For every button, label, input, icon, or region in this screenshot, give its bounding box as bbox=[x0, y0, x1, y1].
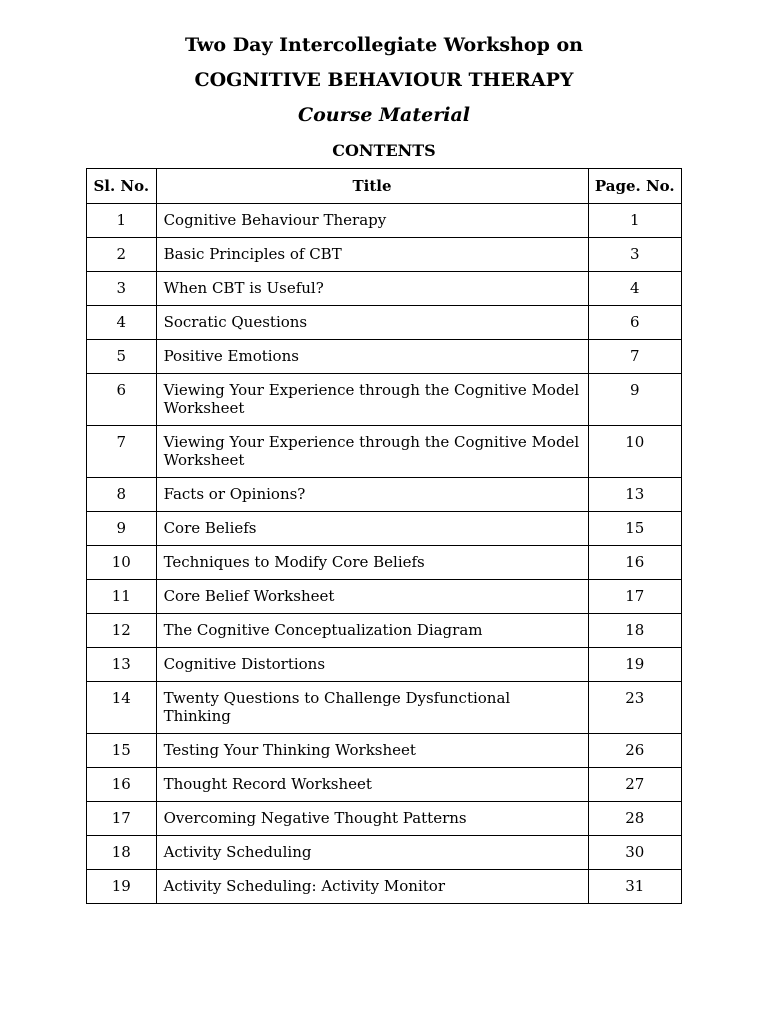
row-title: Core Beliefs bbox=[156, 512, 588, 546]
table-row bbox=[87, 238, 682, 272]
row-page-no: 3 bbox=[588, 238, 682, 272]
table-row bbox=[87, 204, 682, 238]
table-row bbox=[87, 340, 682, 374]
row-sl-no: 1 bbox=[87, 204, 157, 238]
table-row bbox=[87, 546, 682, 580]
row-title: Activity Scheduling: Activity Monitor bbox=[156, 870, 588, 904]
row-sl-no: 5 bbox=[87, 340, 157, 374]
row-title: Cognitive Behaviour Therapy bbox=[156, 204, 588, 238]
workshop-heading: Two Day Intercollegiate Workshop on bbox=[185, 34, 583, 56]
workshop-subject: COGNITIVE BEHAVIOUR THERAPY bbox=[194, 69, 574, 91]
row-title: Facts or Opinions? bbox=[156, 478, 588, 512]
table-row bbox=[87, 614, 682, 648]
row-sl-no: 19 bbox=[87, 870, 157, 904]
row-page-no: 4 bbox=[588, 272, 682, 306]
row-page-no: 15 bbox=[588, 512, 682, 546]
row-page-no: 27 bbox=[588, 768, 682, 802]
row-page-no: 7 bbox=[588, 340, 682, 374]
row-sl-no: 13 bbox=[87, 648, 157, 682]
row-title: Twenty Questions to Challenge Dysfunctional Thinking bbox=[156, 682, 588, 734]
row-page-no: 23 bbox=[588, 682, 682, 734]
row-title: Techniques to Modify Core Beliefs bbox=[156, 546, 588, 580]
row-title: Testing Your Thinking Worksheet bbox=[156, 734, 588, 768]
row-title: The Cognitive Conceptualization Diagram bbox=[156, 614, 588, 648]
row-title: Activity Scheduling bbox=[156, 836, 588, 870]
row-sl-no: 2 bbox=[87, 238, 157, 272]
table-row bbox=[87, 648, 682, 682]
row-sl-no: 12 bbox=[87, 614, 157, 648]
row-sl-no: 11 bbox=[87, 580, 157, 614]
table-row bbox=[87, 768, 682, 802]
course-material-label: Course Material bbox=[298, 104, 470, 126]
row-title: Cognitive Distortions bbox=[156, 648, 588, 682]
table-row bbox=[87, 306, 682, 340]
row-sl-no: 18 bbox=[87, 836, 157, 870]
row-page-no: 6 bbox=[588, 306, 682, 340]
table-row bbox=[87, 478, 682, 512]
row-title: Overcoming Negative Thought Patterns bbox=[156, 802, 588, 836]
row-sl-no: 8 bbox=[87, 478, 157, 512]
row-sl-no: 14 bbox=[87, 682, 157, 734]
table-row bbox=[87, 734, 682, 768]
row-page-no: 1 bbox=[588, 204, 682, 238]
row-sl-no: 7 bbox=[87, 426, 157, 478]
row-page-no: 30 bbox=[588, 836, 682, 870]
row-title: Socratic Questions bbox=[156, 306, 588, 340]
row-sl-no: 10 bbox=[87, 546, 157, 580]
row-title: When CBT is Useful? bbox=[156, 272, 588, 306]
row-sl-no: 16 bbox=[87, 768, 157, 802]
table-row bbox=[87, 870, 682, 904]
table-row bbox=[87, 272, 682, 306]
row-page-no: 19 bbox=[588, 648, 682, 682]
row-title: Core Belief Worksheet bbox=[156, 580, 588, 614]
row-title: Thought Record Worksheet bbox=[156, 768, 588, 802]
row-title: Viewing Your Experience through the Cognitive Model Worksheet bbox=[156, 426, 588, 478]
row-sl-no: 9 bbox=[87, 512, 157, 546]
row-title: Viewing Your Experience through the Cognitive Model Worksheet bbox=[156, 374, 588, 426]
table-row bbox=[87, 512, 682, 546]
row-page-no: 28 bbox=[588, 802, 682, 836]
row-sl-no: 6 bbox=[87, 374, 157, 426]
table-row bbox=[87, 580, 682, 614]
contents-table bbox=[86, 168, 682, 904]
table-header-row bbox=[87, 169, 682, 204]
table-row bbox=[87, 426, 682, 478]
column-header-sl-no: Sl. No. bbox=[87, 169, 157, 204]
row-sl-no: 3 bbox=[87, 272, 157, 306]
column-header-title: Title bbox=[156, 169, 588, 204]
row-sl-no: 15 bbox=[87, 734, 157, 768]
table-row bbox=[87, 682, 682, 734]
table-row bbox=[87, 802, 682, 836]
row-title: Positive Emotions bbox=[156, 340, 588, 374]
row-page-no: 26 bbox=[588, 734, 682, 768]
row-page-no: 31 bbox=[588, 870, 682, 904]
row-page-no: 16 bbox=[588, 546, 682, 580]
row-page-no: 10 bbox=[588, 426, 682, 478]
row-page-no: 13 bbox=[588, 478, 682, 512]
row-sl-no: 4 bbox=[87, 306, 157, 340]
row-page-no: 18 bbox=[588, 614, 682, 648]
row-sl-no: 17 bbox=[87, 802, 157, 836]
column-header-page-no: Page. No. bbox=[588, 169, 682, 204]
table-row bbox=[87, 836, 682, 870]
table-row bbox=[87, 374, 682, 426]
contents-heading: CONTENTS bbox=[332, 141, 436, 160]
row-page-no: 17 bbox=[588, 580, 682, 614]
row-title: Basic Principles of CBT bbox=[156, 238, 588, 272]
row-page-no: 9 bbox=[588, 374, 682, 426]
